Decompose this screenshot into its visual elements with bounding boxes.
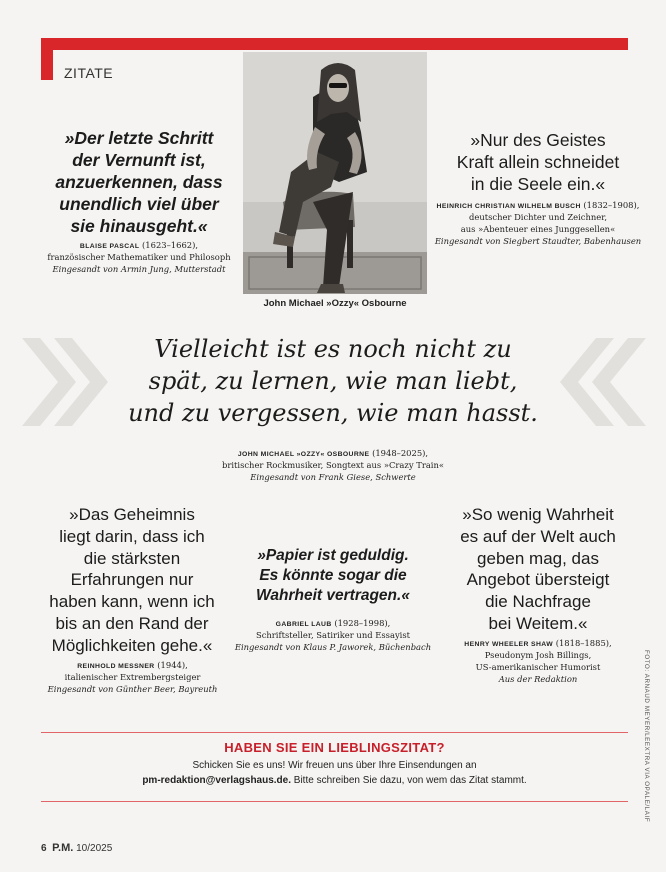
author-role: Schriftsteller, Satiriker und Essayist	[255, 629, 411, 640]
quote-line: liegt darin, dass ich	[59, 526, 205, 546]
chevron-right-icon	[22, 338, 108, 426]
quote-line: Möglichkeiten gehe.«	[51, 635, 213, 655]
sender: Eingesandt von Günther Beer, Bayreuth	[47, 683, 218, 694]
author-role: Pseudonym Josh Billings,	[484, 649, 592, 660]
author-role: italienischer Extrembergsteiger	[64, 671, 201, 682]
author-name: BLAISE PASCAL	[79, 243, 140, 250]
attribution-main	[183, 448, 483, 484]
attribution-pascal	[34, 240, 244, 276]
quote-line: sie hinausgeht.«	[70, 216, 208, 237]
author-years: (1944),	[154, 660, 188, 670]
quote-line: anzuerkennen, dass	[55, 172, 223, 193]
issue-number: 10/2025	[76, 843, 113, 854]
quote-main	[108, 334, 558, 430]
author-name: HEINRICH CHRISTIAN WILHELM BUSCH	[436, 203, 581, 210]
quote-line: und zu vergessen, wie man hasst.	[128, 398, 538, 427]
quote-line: die stärksten	[83, 548, 181, 568]
quote-line: unendlich viel über	[59, 194, 219, 215]
header-rule	[41, 38, 628, 50]
quote-messner	[34, 504, 230, 656]
sender: Eingesandt von Siegbert Staudter, Babenhausen	[434, 235, 642, 246]
cta-line-2	[41, 773, 628, 788]
quote-laub	[238, 546, 428, 606]
portrait-photo	[243, 52, 427, 294]
author-name: HENRY WHEELER SHAW	[464, 641, 554, 648]
quote-line: »So wenig Wahrheit	[462, 505, 614, 524]
quote-line: Es könnte sogar die	[259, 567, 407, 585]
sender: Eingesandt von Armin Jung, Mutterstadt	[52, 263, 226, 274]
cta-top-rule	[41, 732, 628, 733]
author-years: (1623–1662),	[139, 240, 199, 250]
page-footer	[41, 842, 112, 854]
section-label: ZITATE	[64, 65, 114, 81]
attribution-messner	[30, 660, 235, 696]
email-link[interactable]: pm-redaktion@verlagshaus.de.	[142, 775, 292, 786]
photo-credit: FOTO: ARNAUD MEYER/LEEXTRA VIA OPALE/LAIF	[643, 650, 650, 823]
quote-line: die Nachfrage	[485, 592, 591, 611]
cta-line-1: Schicken Sie es uns! Wir freuen uns über Ihre Einsendungen an	[192, 760, 477, 771]
quote-line: haben kann, wenn ich	[49, 592, 215, 611]
author-name: JOHN MICHAEL »OZZY« OSBOURNE	[237, 451, 370, 458]
quote-line: »Der letzte Schritt	[64, 128, 214, 148]
cta-title: HABEN SIE EIN LIEBLINGSZITAT?	[224, 740, 445, 755]
author-name: REINHOLD MESSNER	[77, 663, 155, 670]
quote-line: geben mag, das	[477, 548, 599, 568]
author-role: britischer Rockmusiker, Songtext aus »Crazy Train«	[221, 459, 445, 470]
author-name: GABRIEL LAUB	[275, 621, 332, 628]
attribution-laub	[228, 618, 438, 654]
quote-line: Angebot übersteigt	[466, 570, 610, 590]
chevron-left-icon	[560, 338, 646, 426]
cta-line-2-rest: Bitte schreiben Sie dazu, von wem das Zitat stammt.	[291, 775, 527, 786]
sender: Eingesandt von Klaus P. Jaworek, Büchenbach	[234, 641, 432, 652]
portrait-illustration	[243, 52, 427, 294]
author-role: französischer Mathematiker und Philosoph	[47, 251, 231, 262]
sender: Aus der Redaktion	[498, 673, 578, 684]
attribution-shaw	[438, 638, 638, 686]
quote-line: Erfahrungen nur	[70, 570, 194, 590]
quote-line: »Papier ist geduldig.	[257, 547, 409, 564]
header-tick	[41, 38, 53, 80]
quote-source: aus »Abenteuer eines Junggesellen«	[460, 223, 616, 234]
quote-line: bis an den Rand der	[55, 613, 209, 633]
quote-line: »Das Geheimnis	[69, 505, 195, 524]
quote-line: spät, zu lernen, wie man liebt,	[148, 366, 518, 395]
cta-bottom-rule	[41, 801, 628, 802]
brand-logo: P.M.	[52, 842, 74, 854]
quote-shaw	[440, 504, 636, 635]
author-years: (1948–2025),	[369, 448, 429, 458]
author-years: (1928–1998),	[331, 618, 391, 628]
quote-line: in die Seele ein.«	[470, 174, 606, 195]
attribution-busch	[432, 200, 644, 248]
quote-pascal	[44, 127, 234, 237]
page-number: 6	[41, 843, 47, 854]
quote-line: Wahrheit vertragen.«	[256, 587, 410, 605]
author-years: (1818–1885),	[553, 638, 612, 648]
author-role-2: US-amerikanischer Humorist	[475, 661, 601, 672]
quote-line: bei Weitem.«	[488, 613, 588, 633]
quote-line: »Nur des Geistes	[470, 130, 606, 150]
photo-caption: John Michael »Ozzy« Osbourne	[263, 298, 407, 309]
quote-line: der Vernunft ist,	[72, 150, 206, 171]
quote-line: Vielleicht ist es noch nicht zu	[154, 335, 512, 363]
quote-busch	[438, 129, 638, 195]
sender: Eingesandt von Frank Giese, Schwerte	[250, 471, 416, 482]
cta-body	[41, 758, 628, 788]
quote-line: es auf der Welt auch	[460, 526, 616, 546]
author-years: (1832–1908),	[580, 200, 640, 210]
author-role: deutscher Dichter und Zeichner,	[469, 211, 607, 222]
quote-line: Kraft allein schneidet	[456, 152, 620, 173]
